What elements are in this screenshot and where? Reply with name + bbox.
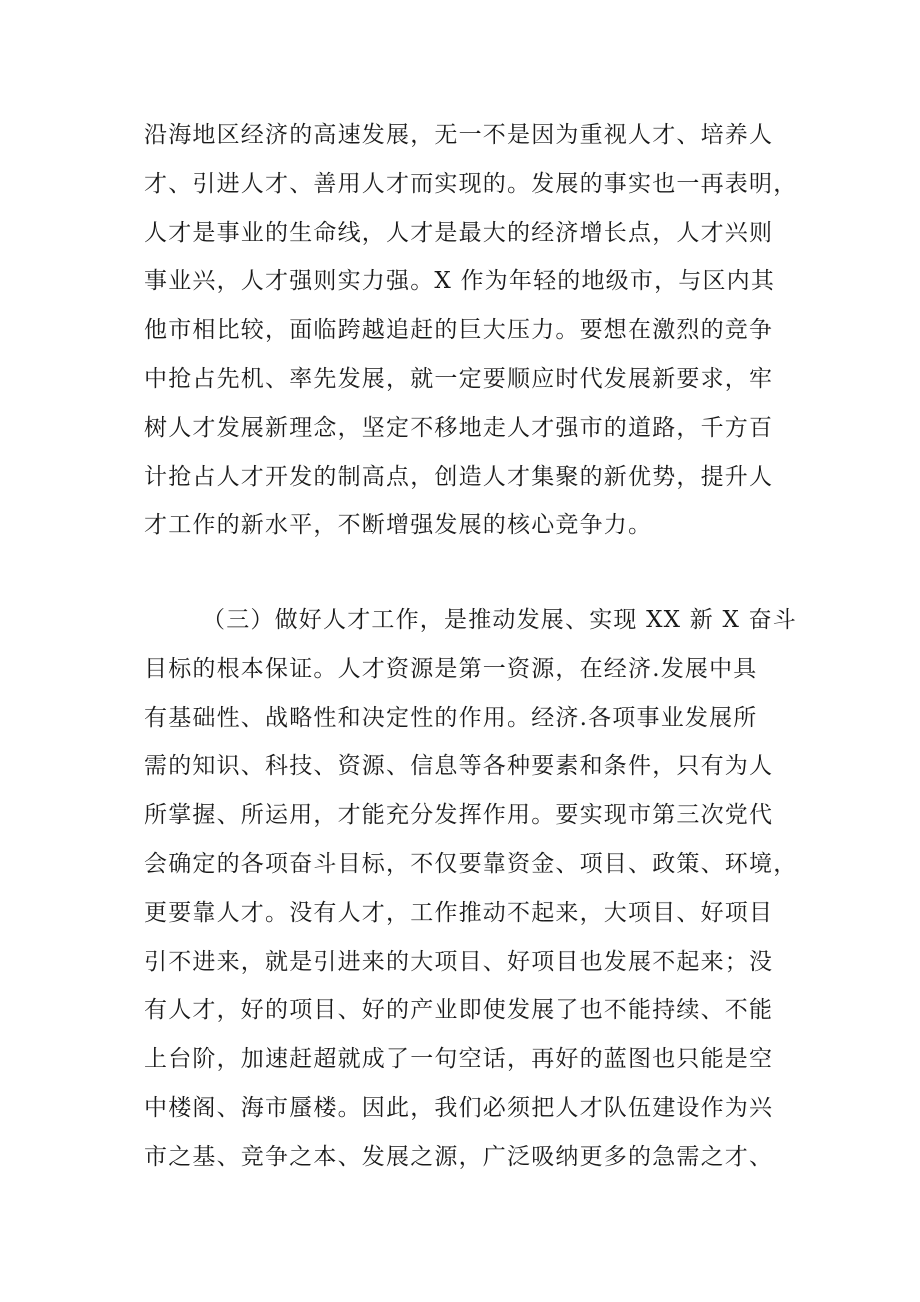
- text-line: 才、引进人才、善用人才而实现的。发展的事实也一再表明，: [144, 170, 798, 197]
- text-line: 中抢占先机、率先发展，就一定要顺应时代发展新要求，牢: [144, 365, 774, 392]
- text-line: 需的知识、科技、资源、信息等各种要素和条件，只有为人: [144, 753, 774, 780]
- text-line: 沿海地区经济的高速发展，无一不是因为重视人才、培养人: [144, 122, 774, 148]
- text-line: 有基础性、战略性和决定性的作用。经济.各项事业发展所: [144, 704, 758, 731]
- text-line: 才工作的新水平，不断增强发展的核心竞争力。: [144, 512, 653, 539]
- text-line: 引不进来，就是引进来的大项目、好项目也发展不起来；没: [144, 948, 774, 975]
- paragraph-section-three: [144, 596, 798, 1182]
- text-line: 目标的根本保证。人才资源是第一资源，在经济.发展中具: [144, 655, 758, 682]
- section-heading-line: （三）做好人才工作，是推动发展、实现 XX 新 X 奋斗: [202, 607, 797, 633]
- text-line: 市之基、竞争之本、发展之源，广泛吸纳更多的急需之才、: [144, 1143, 774, 1170]
- text-line: 人才是事业的生命线，人才是最大的经济增长点，人才兴则: [144, 219, 774, 246]
- text-line: 所掌握、所运用，才能充分发挥作用。要实现市第三次党代: [144, 802, 774, 829]
- text-line: 会确定的各项奋斗目标，不仅要靠资金、项目、政策、环境，: [144, 850, 798, 877]
- text-line: 上台阶，加速赶超就成了一句空话，再好的蓝图也只能是空: [144, 1046, 774, 1073]
- text-line: 事业兴，人才强则实力强。X 作为年轻的地级市，与区内其: [144, 268, 776, 295]
- paragraph-talent-development: [144, 111, 798, 550]
- text-line: 他市相比较，面临跨越追赶的巨大压力。要想在激烈的竞争: [144, 317, 774, 344]
- text-line: 树人才发展新理念，坚定不移地走人才强市的道路，千方百: [144, 414, 774, 441]
- text-line: 中楼阁、海市蜃楼。因此，我们必须把人才队伍建设作为兴: [144, 1094, 774, 1121]
- text-line: 更要靠人才。没有人才，工作推动不起来，大项目、好项目: [144, 899, 774, 926]
- text-line: 计抢占人才开发的制高点，创造人才集聚的新优势，提升人: [144, 463, 774, 490]
- text-line: 有人才，好的项目、好的产业即使发展了也不能持续、不能: [144, 997, 774, 1024]
